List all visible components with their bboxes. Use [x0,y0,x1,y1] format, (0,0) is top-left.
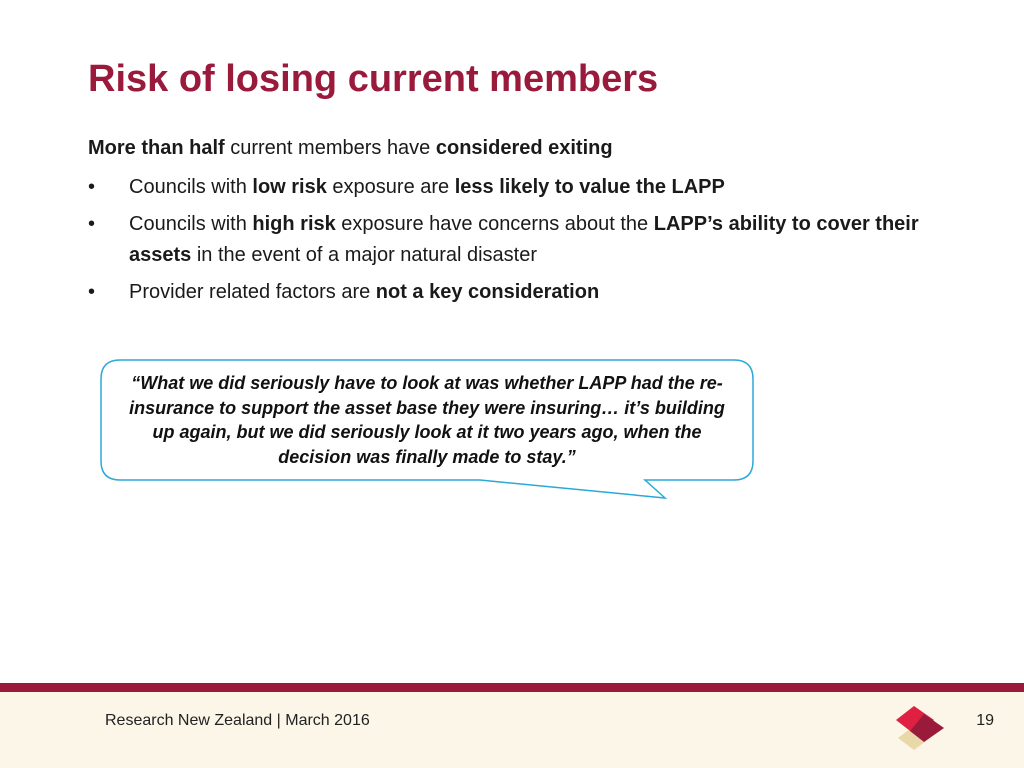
bullet-bold: high risk [252,213,336,235]
bullet-icon: • [88,176,96,198]
footer-source: Research New Zealand | March 2016 [105,712,370,729]
quote-text: “What we did seriously have to look at was whether LAPP had the re-insurance to support the asset base they were insuring… it’s building up again, but we did seriously look at it two years ago, when the decision was finally made to stay.” [129,373,725,467]
bullet-text: Councils with [129,176,253,198]
bullet-item-provider [88,277,948,308]
bullet-item-high-risk [88,209,948,271]
lead-bold-1: More than half [88,137,225,159]
bullet-text: exposure are [326,176,455,198]
lead-text: current members have [224,137,436,159]
bullet-item-low-risk [88,172,948,203]
footer-accent-bar [0,683,1024,692]
bullet-icon: • [88,281,96,303]
lead-bold-2: considered exiting [435,137,613,159]
bullet-text: in the event of a major natural disaster [191,244,538,266]
diamond-logo-icon [894,704,946,756]
lead-statement [88,137,613,160]
bullet-list [88,172,948,314]
footer [0,692,1024,768]
bullet-bold: low risk [252,176,327,198]
bullet-text: Provider related factors are [129,281,376,303]
bullet-bold: LAPP’s ability to cover their assets [129,213,919,266]
page-number: 19 [976,712,994,729]
bullet-bold: not a key consideration [375,281,600,303]
page-title: Risk of losing current members [88,58,659,100]
bullet-text: Councils with [129,213,253,235]
bullet-bold: less likely to value the LAPP [454,176,725,198]
bullet-text: exposure have concerns about the [335,213,654,235]
bullet-icon: • [88,213,96,235]
